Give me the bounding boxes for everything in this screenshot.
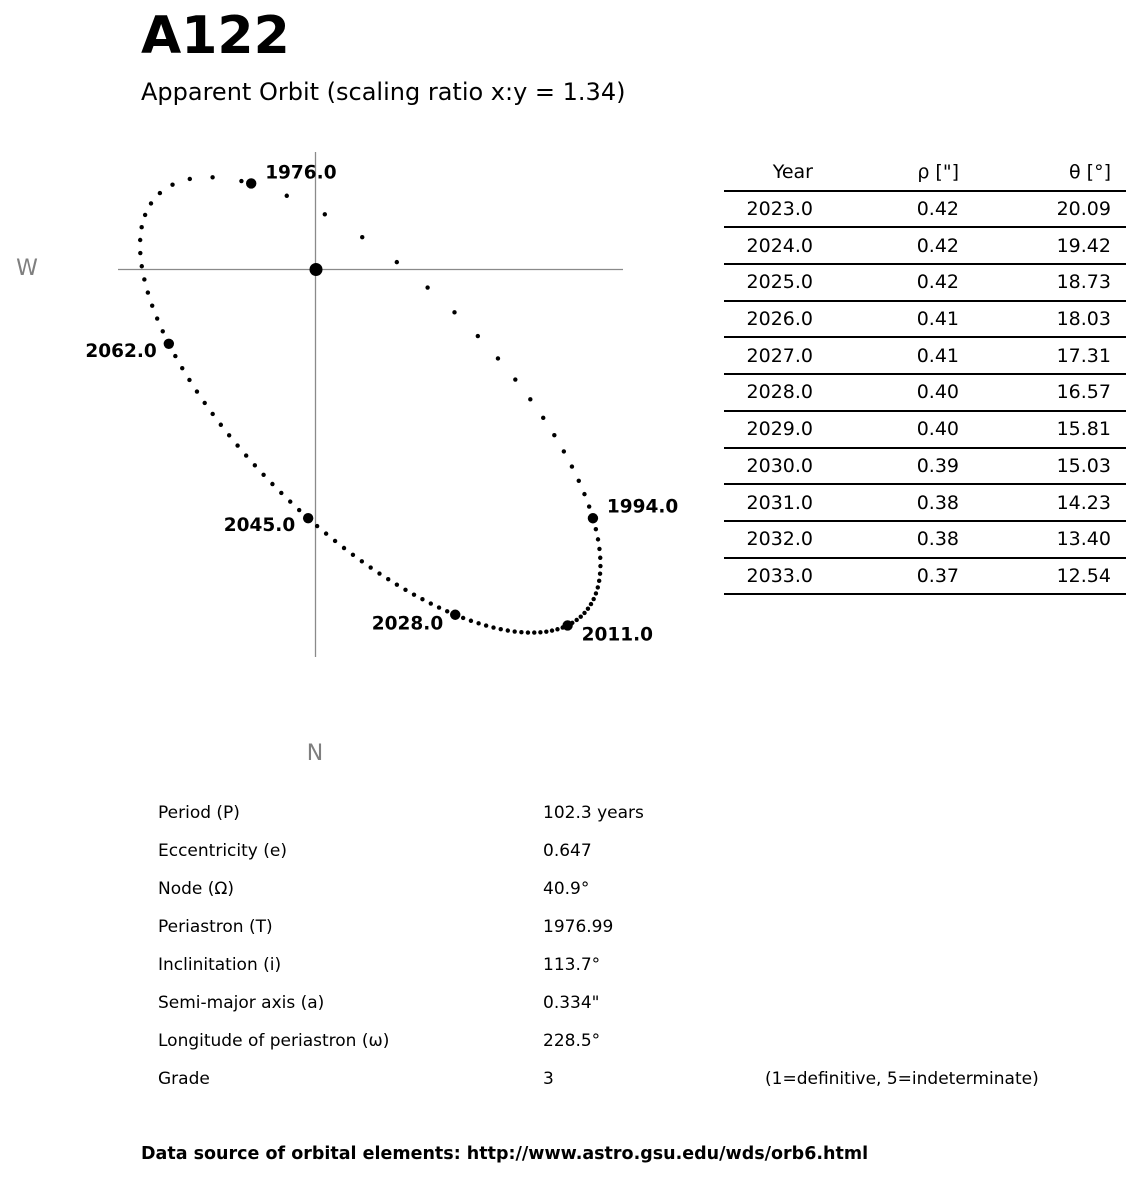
orbit-dot-labeled	[450, 610, 460, 620]
orbit-dot	[279, 491, 283, 495]
orbit-dot	[476, 334, 480, 338]
orbit-dot	[582, 492, 586, 496]
orbit-dot	[582, 611, 586, 615]
element-value: 40.9°	[543, 879, 590, 899]
orbit-dot	[285, 194, 289, 198]
data-source-note: Data source of orbital elements: http://www.astro.gsu.edu/wds/orb6.html	[141, 1144, 869, 1164]
element-value: 3	[543, 1069, 554, 1089]
orbit-dot	[244, 453, 248, 457]
element-row	[158, 984, 1098, 1022]
orbit-dot	[526, 630, 530, 634]
cell-rho: 0.42	[916, 234, 959, 257]
element-row	[158, 794, 1098, 832]
orbit-dot	[149, 201, 153, 205]
orbit-dot	[210, 412, 214, 416]
element-value: 102.3 years	[543, 803, 644, 823]
orbit-dot	[323, 212, 327, 216]
orbit-dot-labeled	[562, 620, 572, 630]
cell-theta: 16.57	[1056, 381, 1111, 404]
cell-rho: 0.38	[916, 528, 959, 551]
element-value: 228.5°	[543, 1031, 601, 1051]
orbit-dot	[180, 366, 184, 370]
orbit-dot	[161, 329, 165, 333]
cell-theta: 19.42	[1056, 234, 1111, 257]
orbit-dot	[227, 433, 231, 437]
element-value: 113.7°	[543, 955, 601, 975]
cell-theta: 15.81	[1056, 418, 1111, 441]
orbit-dot	[550, 628, 554, 632]
ephemeris-table	[724, 155, 1126, 595]
orbit-dot	[437, 605, 441, 609]
orbit-dot	[138, 251, 142, 255]
orbit-dot	[195, 389, 199, 393]
orbit-dot	[596, 585, 600, 589]
ephemeris-row	[724, 449, 1126, 486]
cell-year: 2033.0	[746, 564, 813, 587]
orbit-dot-labeled	[246, 178, 256, 188]
orbit-dot	[598, 556, 602, 560]
element-label: Inclinitation (i)	[158, 955, 282, 975]
orbit-dot	[476, 621, 480, 625]
cell-theta: 12.54	[1056, 564, 1111, 587]
orbit-dot	[261, 473, 265, 477]
cell-year: 2031.0	[746, 491, 813, 514]
cell-theta: 13.40	[1056, 528, 1111, 551]
cell-rho: 0.41	[916, 344, 959, 367]
orbit-dot	[496, 356, 500, 360]
west-axis-label: W	[16, 256, 38, 281]
orbit-year-label: 2028.0	[371, 613, 444, 635]
north-axis-label: N	[306, 741, 324, 766]
page-title: A122	[141, 6, 290, 66]
cell-rho: 0.40	[916, 418, 959, 441]
element-label: Grade	[158, 1069, 210, 1089]
orbit-dot	[158, 191, 162, 195]
orbit-dot	[544, 629, 548, 633]
orbit-dot	[570, 464, 574, 468]
orbit-dot	[155, 316, 159, 320]
orbit-year-label: 2011.0	[581, 624, 653, 646]
orbit-labeled-epochs	[85, 162, 678, 645]
ephemeris-row	[724, 192, 1126, 229]
orbit-dot	[253, 463, 257, 467]
cell-rho: 0.40	[916, 381, 959, 404]
ephemeris-row	[724, 375, 1126, 412]
orbit-dot	[532, 630, 536, 634]
orbit-dot	[351, 553, 355, 557]
orbit-dot	[589, 602, 593, 606]
orbit-dot	[579, 614, 583, 618]
cell-theta: 20.09	[1056, 198, 1111, 221]
orbit-dot	[146, 290, 150, 294]
orbit-plot	[0, 0, 700, 790]
orbit-dot	[139, 225, 143, 229]
orbit-dot	[138, 238, 142, 242]
orbit-dot	[461, 616, 465, 620]
orbit-dot	[142, 277, 146, 281]
orbit-dot	[484, 623, 488, 627]
cell-theta: 18.03	[1056, 308, 1111, 331]
element-label: Period (P)	[158, 803, 240, 823]
cell-year: 2032.0	[746, 528, 813, 551]
orbit-year-label: 1994.0	[606, 496, 679, 518]
col-header-theta: θ [°]	[1069, 161, 1111, 184]
orbit-dot	[297, 508, 301, 512]
orbit-dot	[395, 260, 399, 264]
orbit-dot	[210, 175, 214, 179]
orbit-dot	[403, 588, 407, 592]
cell-theta: 17.31	[1056, 344, 1111, 367]
ephemeris-row	[724, 265, 1126, 302]
orbit-dot	[562, 449, 566, 453]
orbit-dot	[598, 572, 602, 576]
element-row	[158, 1022, 1098, 1060]
cell-year: 2029.0	[746, 418, 813, 441]
orbit-dot	[315, 524, 319, 528]
orbit-dot	[586, 607, 590, 611]
orbit-dot	[412, 592, 416, 596]
element-label: Longitude of periastron (ω)	[158, 1031, 390, 1051]
orbit-year-label: 1976.0	[265, 162, 337, 184]
orbit-dot	[203, 401, 207, 405]
cell-year: 2024.0	[746, 234, 813, 257]
orbit-dot	[420, 597, 424, 601]
orbit-dot	[541, 416, 545, 420]
orbit-dot	[239, 179, 243, 183]
ephemeris-header-row	[724, 155, 1126, 192]
orbit-dot	[395, 582, 399, 586]
orbit-dot	[324, 531, 328, 535]
orbit-dot	[597, 579, 601, 583]
orbit-dot	[170, 182, 174, 186]
cell-theta: 15.03	[1056, 454, 1111, 477]
ephemeris-row	[724, 559, 1126, 596]
orbit-dot	[150, 303, 154, 307]
cell-year: 2028.0	[746, 381, 813, 404]
cell-theta: 14.23	[1056, 491, 1111, 514]
orbit-dot	[574, 618, 578, 622]
cell-year: 2025.0	[746, 271, 813, 294]
orbit-dot	[173, 354, 177, 358]
orbit-dot	[235, 443, 239, 447]
ephemeris-row	[724, 228, 1126, 265]
orbit-dot	[597, 547, 601, 551]
cell-theta: 18.73	[1056, 271, 1111, 294]
orbit-dot	[219, 423, 223, 427]
orbit-dot	[596, 537, 600, 541]
orbit-dot	[499, 627, 503, 631]
element-label: Node (Ω)	[158, 879, 235, 899]
orbit-dot	[140, 264, 144, 268]
orbit-year-label: 2045.0	[223, 515, 296, 537]
orbit-dot	[342, 546, 346, 550]
orbit-dot	[491, 625, 495, 629]
orbit-dot	[598, 564, 602, 568]
orbit-dot	[577, 479, 581, 483]
orbit-dot	[512, 629, 516, 633]
ephemeris-row	[724, 412, 1126, 449]
orbit-dot	[333, 539, 337, 543]
orbit-dot-labeled	[164, 339, 174, 349]
orbit-dot	[519, 630, 523, 634]
cell-rho: 0.41	[916, 308, 959, 331]
orbit-dot	[587, 504, 591, 508]
orbit-dot	[425, 285, 429, 289]
orbit-dot	[429, 601, 433, 605]
orbit-dot	[188, 177, 192, 181]
element-value: 1976.99	[543, 917, 614, 937]
orbit-dot	[143, 213, 147, 217]
orbit-dot	[552, 433, 556, 437]
element-value: 0.334"	[543, 993, 600, 1013]
orbit-dot	[445, 609, 449, 613]
cell-year: 2030.0	[746, 454, 813, 477]
orbit-dot-series	[138, 175, 603, 635]
orbit-dot	[360, 559, 364, 563]
cell-rho: 0.39	[916, 454, 959, 477]
element-row	[158, 1060, 1098, 1098]
orbit-dot	[513, 377, 517, 381]
orbit-dot	[452, 310, 456, 314]
element-value: 0.647	[543, 841, 592, 861]
cell-rho: 0.42	[916, 198, 959, 221]
element-row	[158, 870, 1098, 908]
orbit-dot	[506, 628, 510, 632]
orbit-dot	[594, 591, 598, 595]
element-row	[158, 832, 1098, 870]
ephemeris-row	[724, 522, 1126, 559]
orbit-dot	[555, 627, 559, 631]
orbit-dot	[528, 397, 532, 401]
cell-rho: 0.38	[916, 491, 959, 514]
element-label: Semi-major axis (a)	[158, 993, 325, 1013]
col-header-rho: ρ ["]	[917, 161, 959, 184]
orbit-dot-labeled	[303, 513, 313, 523]
orbit-dot	[368, 565, 372, 569]
element-label: Periastron (T)	[158, 917, 273, 937]
cell-year: 2027.0	[746, 344, 813, 367]
orbital-elements-list	[158, 794, 1098, 1098]
cell-rho: 0.42	[916, 271, 959, 294]
orbit-dot	[538, 630, 542, 634]
element-row	[158, 946, 1098, 984]
ephemeris-row	[724, 302, 1126, 339]
ephemeris-row	[724, 485, 1126, 522]
col-header-year: Year	[772, 161, 813, 184]
orbit-dot	[187, 378, 191, 382]
orbit-dot	[469, 619, 473, 623]
orbit-dot	[360, 235, 364, 239]
element-note: (1=definitive, 5=indeterminate)	[765, 1069, 1039, 1089]
cell-rho: 0.37	[916, 564, 959, 587]
primary-star-marker	[310, 263, 323, 276]
ephemeris-row	[724, 338, 1126, 375]
orbit-dot	[386, 577, 390, 581]
plot-subtitle: Apparent Orbit (scaling ratio x:y = 1.34)	[141, 78, 626, 106]
orbit-dot-labeled	[588, 513, 598, 523]
orbit-dot	[270, 482, 274, 486]
orbit-dot	[594, 527, 598, 531]
cell-year: 2026.0	[746, 308, 813, 331]
orbit-year-label: 2062.0	[85, 340, 157, 362]
orbit-dot	[377, 571, 381, 575]
orbit-dot	[288, 499, 292, 503]
cell-year: 2023.0	[746, 198, 813, 221]
element-label: Eccentricity (e)	[158, 841, 287, 861]
element-row	[158, 908, 1098, 946]
orbit-dot	[591, 597, 595, 601]
